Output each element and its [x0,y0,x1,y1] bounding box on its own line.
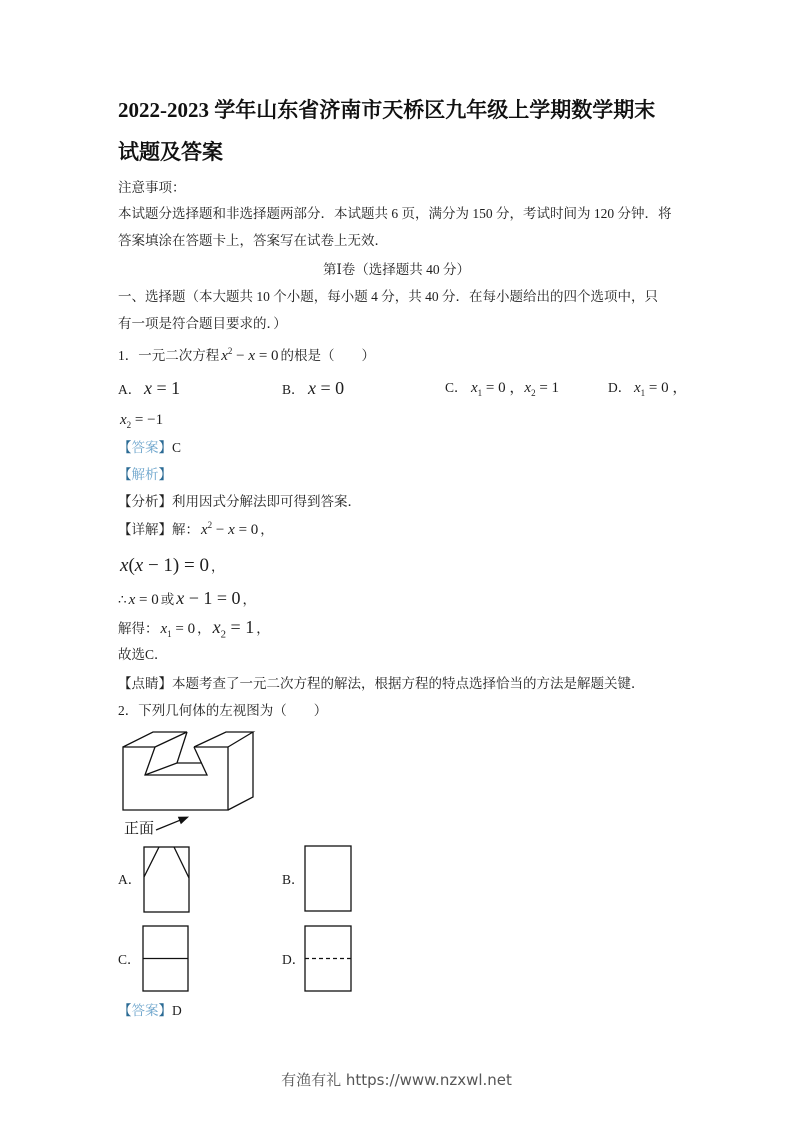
dianjing-label: 点睛 [131,676,159,691]
bracket-close: 】 [158,522,172,537]
bracket-open: 【 [118,440,132,455]
punctuation: ， [242,592,257,607]
answer-label-text: 答案 [131,440,159,455]
bracket-close: 】 [158,494,172,509]
doc-title-line-1: 2022-2023 学年山东省济南市天桥区九年级上学期数学期末 [118,98,656,122]
q1-step-factor [118,555,224,577]
q1-number: 1． [118,348,139,363]
xiangjie-equation: $x^2 - x = 0$ [201,520,259,538]
option-label: C． [445,380,468,395]
answer-value: D [172,1003,182,1018]
answer-label [118,1003,172,1018]
q2-option-a-label: A． [118,872,142,887]
q2-option-d-label: D． [282,952,306,967]
q1-option-b [282,377,346,401]
option-label: A． [118,382,142,397]
q1-stem-text: 一元二次方程 [138,348,220,363]
q1-dianjing [118,673,645,695]
bracket-open: 【 [118,494,132,509]
fenxi-label: 分析 [131,494,159,509]
fenxi-text: 利用因式分解法即可得到答案． [172,494,361,509]
doc-title-line-2: 试题及答案 [118,140,223,164]
step-equation: x = 0 [128,592,159,608]
step-equation: x − 1 = 0 [176,588,241,608]
therefore-symbol: ∴ [118,592,127,607]
q2-number: 2． [118,703,139,718]
q2-option-b-label: B． [282,872,305,887]
notice-line: 答案填涂在答题卡上，答案写在试卷上无效． [118,233,388,248]
analysis-label-text: 解析 [131,467,159,482]
option-math: $x_1 = 0$ ， [634,380,688,398]
bracket-open: 【 [118,522,132,537]
q1-stem [118,345,375,367]
q1-options [118,377,698,399]
bracket-open: 【 [118,467,132,482]
option-math: x = 1 [144,378,181,398]
option-math: $x_2 = -1$ [120,412,164,430]
solution-prefix: 解得： [118,621,159,636]
notice-line: 本试题分选择题和非选择题两部分．本试题共 6 页，满分为 150 分，考试时间为 120 分钟．将 [118,206,672,221]
q1-step-therefore [118,587,256,609]
bracket-close: 】 [158,467,172,482]
part-title: 第Ⅰ卷（选择题共 40 分） [322,262,471,277]
answer-label-text: 答案 [131,1003,159,1018]
bracket-close: 】 [158,440,172,455]
punctuation: ， [210,559,225,574]
q1-option-d [608,377,689,399]
footer-watermark: 有渔有礼 https://www.nzxwl.net [281,1071,512,1089]
q2-option-c-label: C． [118,952,141,967]
option-math: x = 0 [308,378,345,398]
option-label: B． [282,382,305,397]
q1-stem-tail: 的根是（ ） [280,348,376,363]
punctuation: ， [256,621,270,636]
step-equation: $x_1 = 0$ [160,621,196,639]
q1-step-solution [118,616,270,641]
section-instructions: 有一项是符合题目要求的．） [118,316,287,331]
answer-label [118,440,172,455]
q1-fenxi [118,491,361,513]
q2-stem [118,700,327,722]
q1-answer-line [118,437,181,459]
bracket-open: 【 [118,676,132,691]
section-instructions: 一、选择题（本大题共 10 个小题，每小题 4 分，共 40 分．在每小题给出的四个选项中，只 [118,289,658,304]
xiangjie-label: 详解 [131,522,159,537]
notice-heading: 注意事项： [118,180,186,195]
punctuation: ， [197,621,211,636]
dianjing-text: 本题考查了一元二次方程的解法，根据方程的特点选择恰当的方法是解题关键． [172,676,645,691]
bracket-close: 】 [158,676,172,691]
punctuation: ， [260,522,274,537]
connector-text: 或 [160,592,175,607]
answer-value: C [172,440,182,455]
q2-answer-line [118,1000,182,1022]
q1-equation: $x^2 - x = 0$ [221,346,279,364]
q1-xiangjie [118,519,274,541]
xiangjie-intro: 解： [172,522,199,537]
q2-option-d-view [301,922,355,995]
q2-option-b-view [301,842,355,915]
q2-stem-text: 下列几何体的左视图为（ ） [138,703,328,718]
q1-analysis-heading [118,464,172,486]
q1-step-choose: 故选C． [118,647,168,662]
step-equation: $x_2 = 1$ [212,617,255,641]
q1-option-d-continued [118,409,165,431]
q1-option-c [445,377,561,399]
bracket-open: 【 [118,1003,132,1018]
option-math: $x_1 = 0$ ，$x_2 = 1$ [471,380,560,398]
front-view-label: 正面 [124,819,155,837]
arrow-icon [156,817,188,830]
q1-option-a [118,377,182,401]
q2-option-a-view [140,843,194,916]
step-equation: x(x − 1) = 0 [120,555,209,576]
option-label: D． [608,380,632,395]
q2-option-c-view [139,922,193,995]
bracket-close: 】 [158,1003,172,1018]
